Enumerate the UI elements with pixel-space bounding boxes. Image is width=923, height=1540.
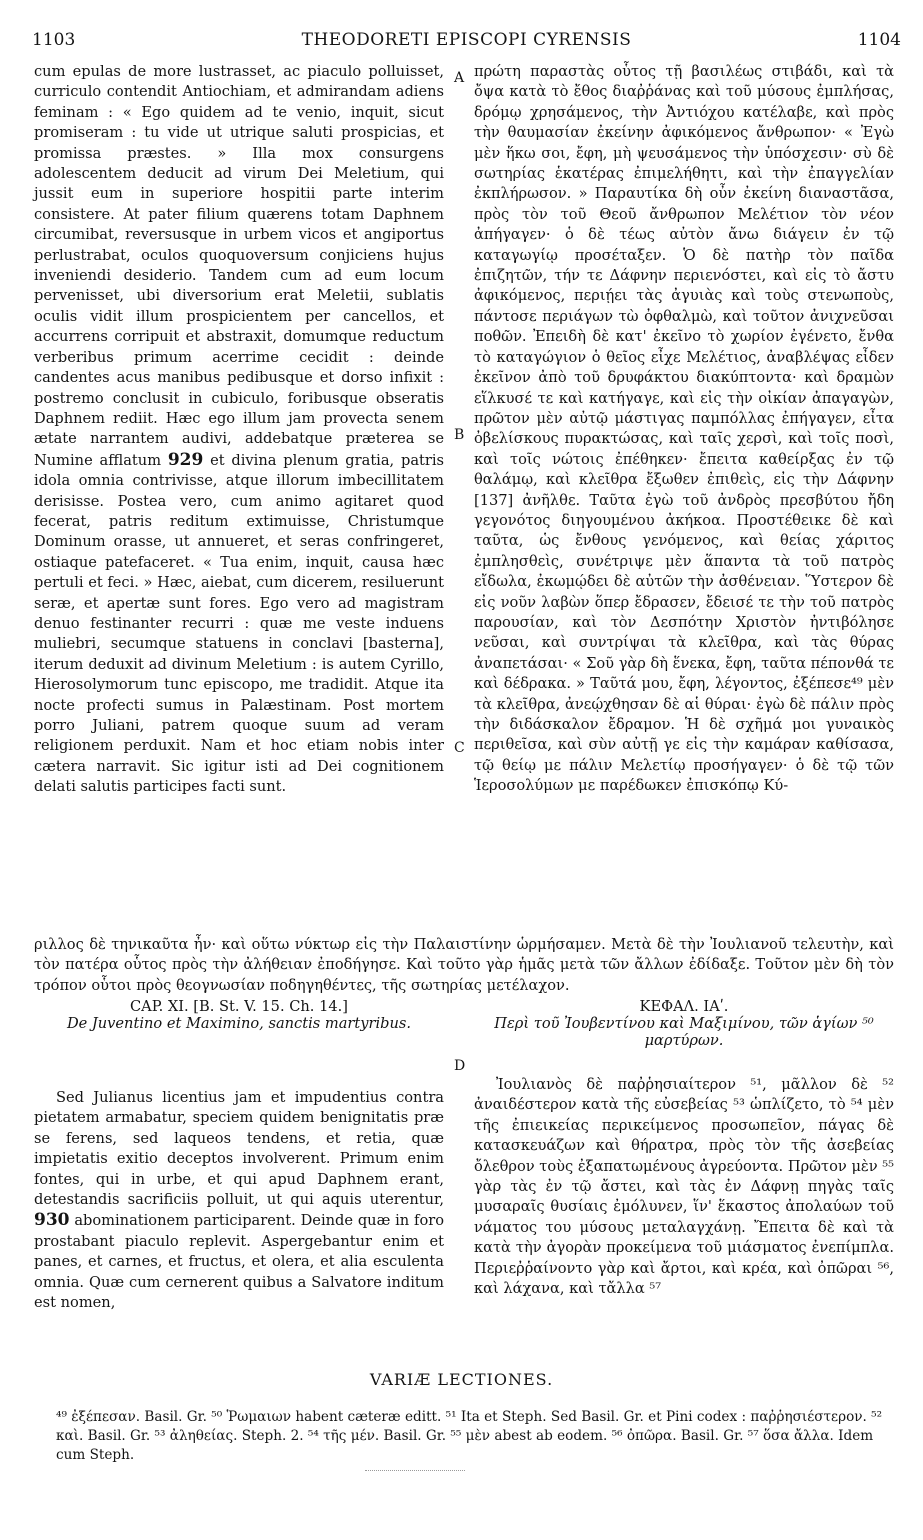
margin-letter-b: B xyxy=(454,427,465,443)
margin-letter-a: A xyxy=(454,70,465,86)
chapter-number-greek: ΚΕΦΑΛ. ΙΑʹ. xyxy=(639,998,729,1015)
latin-text: abominationem participarent. Deinde quæ in foro prostabant piaculo replevit. Aspergebantur enim et panes, et carnes, et fructus, et olera, et alia esculenta omnia. Quæ cum cernerent quibus a Salvatore inditum est nomen, xyxy=(34,1212,444,1312)
greek-column-upper xyxy=(474,62,894,797)
chapter-subtitle-latin: De Juventino et Maximino, sanctis martyribus. xyxy=(66,1015,412,1032)
latin-text: et divina plenum gratia, patris idola omnia contrivisse, atque illorum imbecillitatem derisisse. Postea vero, cum animo agitaret quod fecerat, patris reditum extimuisse, Christumque Dominum orasse, ut annueret, et seras confringeret, ostiaque patefaceret. « Tua enim, inquit, causa hæc pertuli et feci. » Hæc, aiebat, cum dicerem, resiluerunt seræ, et apertæ sunt fores. Ego vero ad magistram denuo festinanter recurri : quæ me veste induens muliebri, secumque statuens in conclavi [basterna], iterum deduxit ad divinum Meletium : is autem Cyrillo, Hierosolymorum tunc episcopo, me tradidit. Atque ita nocte profecti sumus in Palæstinam. Post mortem porro Juliani, patrem quoque suum ad veram religionem perduxit. Nam et hoc etiam nobis inter cætera narravit. Sic igitur isti ad Dei cognitionem delati salutis participes facti sunt. xyxy=(34,451,445,796)
margin-letter-c: C xyxy=(454,740,465,756)
latin-paragraph xyxy=(34,1088,444,1313)
page-header xyxy=(32,30,901,56)
latin-column-lower xyxy=(34,1088,444,1313)
bottom-rule xyxy=(365,1470,465,1477)
column-number: 930 xyxy=(34,1210,70,1231)
latin-paragraph xyxy=(34,62,444,798)
running-title: THEODORETI EPISCOPI CYRENSIS xyxy=(301,30,632,50)
greek-full-width-text: ριλλος δὲ τηνικαῦτα ἦν· καὶ οὕτω νύκτωρ εἰς τὴν Παλαιστίνην ὡρμήσαμεν. Μετὰ δὲ τὴν Ἰουλιανοῦ τελευτὴν, καὶ τὸν πατέρα οὗτος πρὸς τὴν ἀλήθειαν ἐποδήγησε. Καὶ τοῦτο γὰρ ἡμᾶς μετὰ τῶν ἄλλων ἐδίδαξε. Τοῦτον μὲν δὴ τὸν τρόπον οὗτοι πρὸς θεογνωσίαν ποδηγηθέντες, τῆς σωτηρίας μετέλαχον. xyxy=(34,936,894,994)
greek-column-lower xyxy=(474,1075,894,1299)
footnotes: ⁴⁹ ἐξέπεσαν. Basil. Gr. ⁵⁰ Ῥωμαιων habent cæteræ editt. ⁵¹ Ita et Steph. Sed Basil. Gr. et Pini codex : παῤῥησιέστερον. ⁵² καὶ. Basil. Gr. ⁵³ ἀληθείας. Steph. 2. ⁵⁴ τῆς μέν. Basil. Gr. ⁵⁵ μὲν abest ab eodem. ⁵⁶ ὀπῶρα. Basil. Gr. ⁵⁷ ὅσα ἄλλα. Idem cum Steph. xyxy=(56,1409,883,1463)
greek-paragraph: Ἰουλιανὸς δὲ παῤῥησιαίτερον ⁵¹, μᾶλλον δὲ ⁵² ἀναιδέστερον κατὰ τῆς εὐσεβείας ⁵³ ὡπλίζετο, τὸ ⁵⁴ μὲν τῆς ἐπιεικείας περικείμενος προσωπεῖον, πάγας δὲ κατασκευάζων καὶ θήρατρα, πρὸς τὸν τῆς ἀσεβείας ὄλεθρον τοὺς ἐξαπατωμένους ἀγρεύοντα. Πρῶτον μὲν ⁵⁵ γὰρ τὰς ἐν τῷ ἄστει, καὶ τὰς ἐν Δάφνῃ πηγὰς ταῖς μυσαραῖς θυσίαις ἐμόλυνεν, ἵν' ἕκαστος ἀπολαύων τοῦ νάματος του μύσους μεταλαγχάνῃ. Ἔπειτα δὲ καὶ τὰ κατὰ τὴν ἀγορὰν προκείμενα τοῦ μιάσματος ἐνεπίμπλα. Περιεῤῥαίνοντο γὰρ καὶ ἄρτοι, καὶ κρέα, καὶ ὀπῶραι ⁵⁶, καὶ λάχανα, καὶ τἄλλα ⁵⁷ xyxy=(474,1076,894,1298)
chapter-subtitle-greek: Περὶ τοῦ Ἰουβεντίνου καὶ Μαξιμίνου, τῶν ἁγίων ⁵⁰ μαρτύρων. xyxy=(494,1015,874,1049)
column-number: 929 xyxy=(167,449,204,470)
page-number-left: 1103 xyxy=(32,30,76,50)
chapter-number-latin: CAP. XI. [B. St. V. 15. Ch. 14.] xyxy=(130,998,348,1015)
chapter-heading-greek xyxy=(474,998,894,1049)
page-number-right: 1104 xyxy=(857,30,901,50)
chapter-heading-latin xyxy=(34,998,444,1032)
greek-paragraph: πρώτη παραστὰς οὗτος τῇ βασιλέως στιβάδι, καὶ τὰ ὄψα κατὰ τὸ ἔθος διαῤῥάνας καὶ τοῦ μύσους ἐμπλήσας, δρόμῳ χρησάμενος, τὴν Ἀντιόχου κατέλαβε, καὶ πρὸς τὴν θαυμασίαν ἐκείνην ἀφικόμενος ἄνθρωπον· « Ἐγὼ μὲν ἥκω σοι, ἔφη, μὴ ψευσάμενος τὴν ὑπόσχεσιν· σὺ δὲ σωτηρίας ἑκατέρας ἐπιμελήθητι, καὶ τὴν ἐπαγγελίαν ἐκπλήρωσον. » Παραυτίκα δὴ οὖν ἐκείνη διαναστᾶσα, πρὸς τὸν τοῦ Θεοῦ ἄνθρωπον Μελέτιον τὸν νέον ἀπήγαγεν· ὁ δὲ τέως αὐτὸν ἄνω διάγειν ἐν τῷ καταγωγίῳ προσέταξεν. Ὁ δὲ πατὴρ τὸν παῖδα ἐπιζητῶν, τήν τε Δάφνην περιενόστει, καὶ εἰς τὸ ἄστυ ἀφικόμενος, περιῄει τὰς ἀγυιὰς καὶ τοὺς στενωποὺς, πάντοσε περιάγων τὼ ὀφθαλμὼ, καὶ τοῦτον ἀνιχνεῦσαι ποθῶν. Ἐπειδὴ δὲ κατ' ἐκεῖνο τὸ χωρίον ἐγένετο, ἔνθα τὸ καταγώγιον ὁ θεῖος εἶχε Μελέτιος, ἀναβλέψας εἶδεν ἐκεῖνον ἀπὸ τοῦ δρυφάκτου διακύπτοντα· καὶ δραμὼν εἵλκυσέ τε καὶ κατήγαγε, καὶ εἰς τὴν οἰκίαν ἀπαγαγὼν, πρῶτον μὲν αὐτῷ μάστιγας παμπόλλας ἐπήγαγεν, εἶτα ὀβελίσκους πυρακτώσας, καὶ ταῖς χερσὶ, καὶ τοῖς ποσὶ, καὶ τοῖς νώτοις ἐπέθηκεν· ἔπειτα καθείρξας ἐν τῷ θαλάμῳ, καὶ κλεῖθρα ἔξωθεν ἐπιθεὶς, εἰς τὴν Δάφνην [137] ἀνῆλθε. Ταῦτα ἐγὼ τοῦ ἀνδρὸς πρεσβύτου ἤδη γεγονότος διηγουμένου ἀκήκοα. Προστέθεικε δὲ καὶ ταῦτα, ὡς ἔνθους γενόμενος, καὶ θείας χάριτος ἐμπλησθεὶς, συνέτριψε μὲν ἅπαντα τὰ τοῦ πατρὸς εἴδωλα, ἐκωμῴδει δὲ αὐτῶν τὴν ἀσθένειαν. Ὕστερον δὲ εἰς νοῦν λαβὼν ὅπερ ἔδρασεν, ἔδεισέ τε τὴν τοῦ πατρὸς παρουσίαν, καὶ τὸν Δεσπότην Χριστὸν ἠντιβόλησε νεῦσαι, καὶ συντρίψαι τὰ κλεῖθρα, καὶ τὰς θύρας ἀναπετάσαι· « Σοῦ γὰρ δὴ ἕνεκα, ἔφη, ταῦτα πέπονθά τε καὶ δέδρακα. » Ταῦτά μου, ἔφη, λέγοντος, ἐξέπεσε⁴⁹ μὲν τὰ κλεῖθρα, ἀνεῴχθησαν δὲ αἱ θύραι· ἐγὼ δὲ πάλιν πρὸς τὴν διδάσκαλον ἔδραμον. Ἡ δὲ σχῆμά μοι γυναικὸς περιθεῖσα, καὶ σὺν αὐτῇ γε εἰς τὴν καμάραν καθίσασα, τῷ θείῳ με πάλιν Μελετίῳ προσήγαγεν· ὁ δὲ τῷ τῶν Ἱεροσολύμων με παρέδωκεν ἐπισκόπῳ Κύ- xyxy=(474,63,894,795)
variae-lectiones-title: VARIÆ LECTIONES. xyxy=(369,1370,554,1389)
latin-text: cum epulas de more lustrasset, ac piaculo polluisset, curriculo contendit Antiochiam, et admirandam adiens feminam : « Ego quidem ad te venio, inquit, sicut promiseram : tu vide ut utrique saluti prospicias, et promissa præstes. » Illa mox consurgens adolescentem deducit ad virum Dei Meletium, qui jussit eum in superiore hospitii parte interim consistere. At pater filium quærens totam Daphnem circumibat, reversusque in urbem vicos et angiportus perlustrabat, oculos quoquoversum conjiciens hujus inveniendi desiderio. Tandem cum ad eum locum pervenisset, ubi diversorium erat Meletii, sublatis oculis vidit illum prospicientem per cancellos, et accurrens corripuit et abstraxit, domumque reductum verberibus primum acerrime cecidit : deinde candentes acus manibus pedibusque et dorso infixit : postremo conclusit in cubiculo, foribusque obseratis Daphnem rediit. Hæc ego illum jam provecta senem ætate narrantem audivi, addebatque præterea se Numine afflatum xyxy=(34,63,444,469)
latin-text: Sed Julianus licentius jam et impudentius contra pietatem armabatur, speciem quidem benignitatis præ se ferens, sed laqueos tendens, et retia, quæ impietatis exitio deceptos involverent. Primum enim fontes, qui in urbe, et qui apud Daphnem erant, detestandis sacrificiis polluit, ut qui aquis uterentur, xyxy=(34,1089,444,1209)
margin-letter-d: D xyxy=(454,1058,466,1074)
latin-column-upper xyxy=(34,62,444,798)
